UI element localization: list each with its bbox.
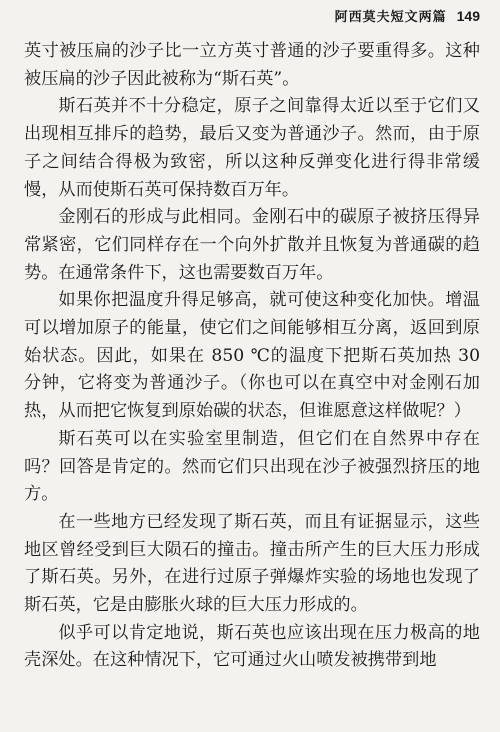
page-number: 149 <box>456 8 480 24</box>
paragraph-1: 英寸被压扁的沙子比一立方英寸普通的沙子要重得多。这种被压扁的沙子因此被称为“斯石英”。 <box>24 41 480 89</box>
paragraph-4: 如果你把温度升得足够高，就可使这种变化加快。增温可以增加原子的能量，使它们之间能够相互分离，返回到原始状态。因此，如果在 850 ℃的温度下把斯石英加热 30 分钟，它将变为普通沙子。（你也可以在真空中对金刚石加热，从而把它恢复到原始碳的状态，但谁愿意这样做呢？） <box>24 290 480 422</box>
paragraph-2: 斯石英并不十分稳定，原子之间靠得太近以至于它们又出现相互排斥的趋势，最后又变为普通沙子。然而，由于原子之间结合得极为致密，所以这种反弹变化进行得非常缓慢，从而使斯石英可保持数百万年。 <box>24 96 480 200</box>
paragraph-3: 金刚石的形成与此相同。金刚石中的碳原子被挤压得异常紧密，它们同样存在一个向外扩散并且恢复为普通碳的趋势。在通常条件下，这也需要数百万年。 <box>24 207 480 283</box>
paragraph-7: 似乎可以肯定地说，斯石英也应该出现在压力极高的地壳深处。在这种情况下，它可通过火山喷发被携带到地 <box>24 622 480 671</box>
paragraph-6: 在一些地方已经发现了斯石英，而且有证据显示，这些地区曾经受到巨大陨石的撞击。撞击所产生的巨大压力形成了斯石英。另外，在进行过原子弹爆炸实验的场地也发现了斯石英，它是由膨胀火球的巨大压力形成的。 <box>24 511 480 616</box>
running-title: 阿西莫夫短文两篇 <box>334 10 447 25</box>
paragraph-5: 斯石英可以在实验室里制造，但它们在自然界中存在吗？回答是肯定的。然而它们只出现在沙子被强烈挤压的地方。 <box>24 428 480 505</box>
body-text <box>24 38 480 675</box>
running-head <box>335 6 480 25</box>
